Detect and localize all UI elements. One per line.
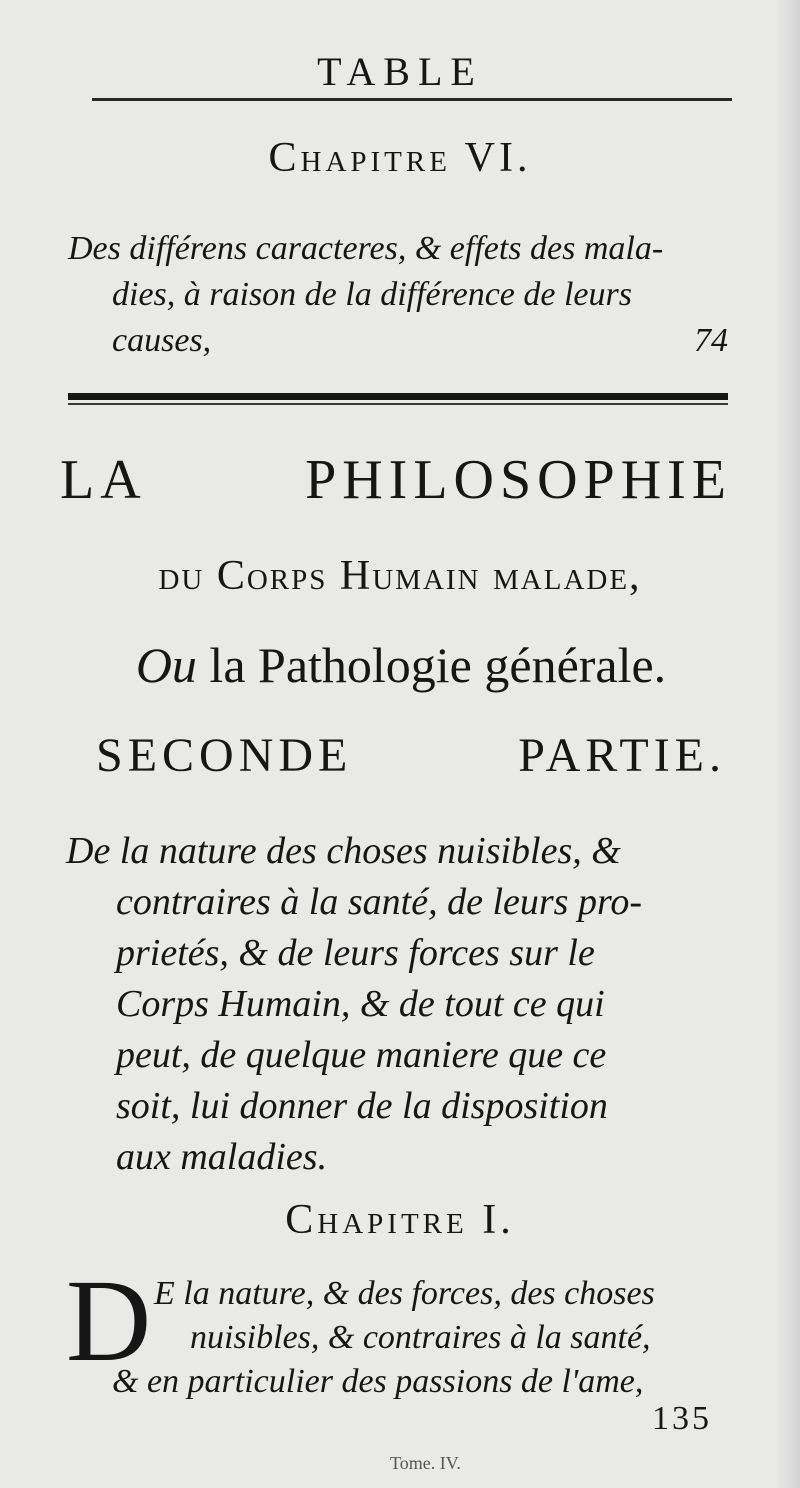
drop-cap: D: [66, 1255, 152, 1386]
chapter-opening: [66, 1255, 730, 1404]
part-summary: [66, 826, 730, 1183]
ou-word: Ou: [135, 637, 197, 693]
page-edge: [778, 0, 800, 1488]
signature-mark: Tome. IV.: [390, 1453, 461, 1473]
summary-line: De la nature des choses nuisibles, &: [66, 830, 621, 872]
running-head: TABLE: [317, 49, 483, 94]
summary-line: Corps Humain, & de tout ce qui: [116, 983, 605, 1025]
toc-entry-line: dies, à raison de la différence de leurs: [112, 276, 632, 313]
opening-line: nuisibles, & contraires à la santé,: [190, 1319, 651, 1356]
opening-line: E la nature, & des forces, des choses: [154, 1275, 655, 1312]
main-title: [60, 448, 732, 512]
part-word: PARTIE.: [518, 729, 726, 782]
summary-line: peut, de quelque maniere que ce: [116, 1034, 607, 1076]
section-divider-thick: [68, 393, 728, 400]
toc-chapter-heading: Chapitre VI.: [268, 135, 532, 181]
summary-line: aux maladies.: [116, 1136, 328, 1178]
title-word: LA: [60, 449, 147, 511]
pathologie-text: la Pathologie générale.: [209, 637, 667, 693]
part-heading: [96, 728, 726, 783]
page-number: 135: [652, 1400, 712, 1437]
title-word: PHILOSOPHIE: [305, 449, 732, 511]
toc-page-number: 74: [694, 322, 728, 359]
subtitle: du Corps Humain malade,: [158, 553, 642, 599]
summary-line: soit, lui donner de la disposition: [116, 1085, 608, 1127]
summary-line: prietés, & de leurs forces sur le: [116, 932, 595, 974]
chapter-heading: Chapitre I.: [285, 1197, 515, 1243]
opening-line: & en particulier des passions de l'ame,: [112, 1363, 644, 1400]
toc-entry: [68, 226, 728, 364]
toc-entry-last-line: [68, 318, 728, 364]
section-divider-thin: [68, 403, 728, 405]
toc-entry-line: causes,: [112, 322, 212, 359]
header-rule: [92, 98, 732, 101]
part-word: SECONDE: [96, 729, 353, 782]
pathologie-line: [66, 636, 736, 694]
toc-entry-line: Des différens caracteres, & effets des mala-: [68, 230, 664, 267]
summary-line: contraires à la santé, de leurs pro-: [116, 881, 642, 923]
